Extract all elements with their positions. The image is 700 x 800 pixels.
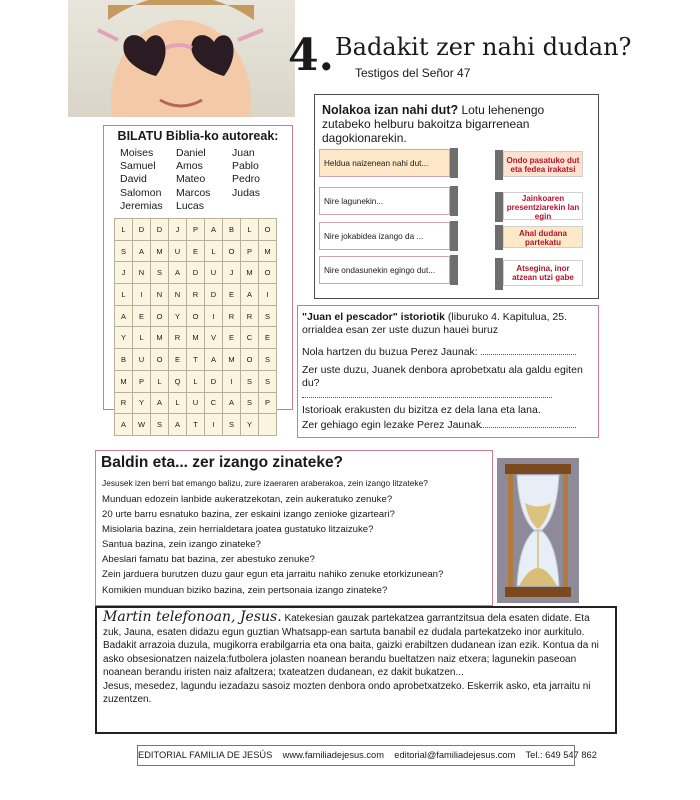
- grid-cell[interactable]: I: [205, 414, 223, 436]
- prayer-p2: Badakit arrazoia duzula, mugikorra erabilgarria eta ona baita, gaizki erabiltzen dudanean izan ezik. Kontua da ni asko obsesionatzen naizela:futbolera jolasten noanean berandu bueltatzen naiz etxera; lagunekin paseoan noanean berandu iristen naiz afaltzera; txateatzen dudanean, ez dakit bukatzen...: [103, 640, 599, 678]
- grid-cell[interactable]: T: [187, 349, 205, 371]
- grid-cell[interactable]: P: [133, 370, 151, 392]
- matching-instructions: [322, 103, 584, 145]
- authors-wordsearch-panel: [103, 125, 293, 430]
- grid-row: [115, 392, 277, 414]
- grid-cell[interactable]: S: [241, 370, 259, 392]
- author-name: Pedro: [232, 173, 261, 186]
- what-if-question: Misiolaria bazina, zein herrialdetara joatea gustatuko litzaizuke?: [102, 524, 374, 535]
- grid-cell[interactable]: D: [133, 219, 151, 241]
- grid-cell[interactable]: I: [205, 305, 223, 327]
- grid-cell[interactable]: T: [187, 414, 205, 436]
- matching-title: Nolakoa izan nahi dut?: [322, 103, 459, 117]
- grid-cell[interactable]: R: [241, 305, 259, 327]
- connector-bar: [495, 150, 503, 180]
- grid-cell[interactable]: D: [205, 370, 223, 392]
- grid-cell[interactable]: E: [169, 349, 187, 371]
- grid-cell[interactable]: R: [223, 305, 241, 327]
- author-name: Judas: [232, 186, 261, 199]
- grid-cell[interactable]: M: [259, 240, 277, 262]
- footer: [137, 745, 597, 766]
- prayer-p3: Jesus, mesedez, lagundu iezadazu sasoiz mozten denbora ondo aprobetxatzeko. Eskerrik asko, eta jarraitu ni zuzentzen.: [103, 680, 591, 705]
- grid-cell[interactable]: O: [241, 349, 259, 371]
- grid-cell[interactable]: O: [187, 305, 205, 327]
- grid-cell[interactable]: E: [223, 284, 241, 306]
- grid-cell[interactable]: A: [169, 262, 187, 284]
- grid-cell[interactable]: A: [223, 392, 241, 414]
- grid-cell[interactable]: A: [205, 219, 223, 241]
- what-if-question: Zein jarduera burutzen duzu gaur egun eta jarraitu nahiko zenuke etorkizunean?: [102, 569, 444, 580]
- grid-cell[interactable]: M: [187, 327, 205, 349]
- story-question: Istorioak erakusten du bizitza ez dela lana eta lana.: [302, 404, 541, 416]
- what-if-question: 20 urte barru esnatuko bazina, zer eskaini izango zenioke gizarteari?: [102, 509, 395, 520]
- footer-web-link[interactable]: www.familiadejesus.com: [282, 750, 384, 760]
- grid-cell[interactable]: M: [115, 370, 133, 392]
- grid-cell[interactable]: N: [133, 262, 151, 284]
- hourglass-image: [497, 458, 579, 603]
- grid-cell[interactable]: D: [187, 262, 205, 284]
- what-if-question: Komikien munduan biziko bazina, zein pertsonaia izango zinateke?: [102, 585, 388, 596]
- authors-col-2: [176, 147, 232, 213]
- grid-cell[interactable]: O: [151, 349, 169, 371]
- authors-col-3: [232, 147, 288, 213]
- grid-cell[interactable]: M: [151, 240, 169, 262]
- question-text: Zer gehiago egin lezake Perez Jaunak: [302, 419, 482, 431]
- grid-cell[interactable]: I: [259, 284, 277, 306]
- footer-publisher: EDITORIAL FAMILIA DE JESÚS: [138, 750, 273, 760]
- grid-cell[interactable]: R: [187, 284, 205, 306]
- grid-cell[interactable]: S: [115, 240, 133, 262]
- grid-cell[interactable]: A: [205, 349, 223, 371]
- grid-row: [115, 219, 277, 241]
- connector-bar: [450, 148, 458, 178]
- question-text: Nola hartzen du buzua Perez Jaunak:: [302, 346, 478, 358]
- grid-cell[interactable]: L: [151, 370, 169, 392]
- grid-row: [115, 327, 277, 349]
- author-name: Marcos: [176, 186, 211, 199]
- what-if-question: Santua bazina, zein izango zinateke?: [102, 539, 261, 550]
- grid-cell[interactable]: S: [241, 392, 259, 414]
- grid-cell[interactable]: A: [133, 240, 151, 262]
- grid-cell[interactable]: R: [169, 327, 187, 349]
- grid-cell[interactable]: I: [223, 370, 241, 392]
- grid-cell[interactable]: P: [259, 392, 277, 414]
- author-name: Daniel: [176, 147, 206, 159]
- grid-cell[interactable]: L: [133, 327, 151, 349]
- grid-cell[interactable]: Q: [169, 370, 187, 392]
- grid-cell[interactable]: L: [169, 392, 187, 414]
- connector-bar: [495, 225, 503, 250]
- grid-cell[interactable]: A: [169, 414, 187, 436]
- grid-cell[interactable]: E: [133, 305, 151, 327]
- grid-row: [115, 262, 277, 284]
- author-name: David: [120, 173, 147, 186]
- what-if-panel: [95, 450, 493, 606]
- connector-bar: [450, 255, 458, 285]
- grid-cell[interactable]: L: [241, 219, 259, 241]
- story-intro: [302, 311, 592, 336]
- story-question: [302, 419, 592, 432]
- grid-cell[interactable]: E: [187, 240, 205, 262]
- grid-cell[interactable]: I: [133, 284, 151, 306]
- author-name: Amos: [176, 160, 203, 173]
- grid-cell[interactable]: L: [187, 370, 205, 392]
- grid-cell[interactable]: P: [187, 219, 205, 241]
- grid-row: [115, 240, 277, 262]
- match-right-item[interactable]: Ondo pasatuko dut eta fedea irakatsi: [503, 151, 583, 177]
- grid-cell[interactable]: O: [151, 305, 169, 327]
- grid-cell[interactable]: O: [223, 240, 241, 262]
- grid-cell[interactable]: P: [241, 240, 259, 262]
- lesson-number: 4.: [288, 30, 334, 81]
- prayer-text: Katekesian gauzak partekatzea garrantzitsua dela esaten didate. Eta zuk, Jauna, esaten didazu egun guztian Whatsapp-ean sartuta banabil ez dudala partekatzeko inor aurkitulo.: [103, 613, 590, 638]
- grid-cell[interactable]: J: [115, 262, 133, 284]
- story-reference: (liburuko 4. Kapitulua, 25. orrialdea esan zer uste duzun hauei buruz: [302, 311, 567, 336]
- answer-line[interactable]: [481, 427, 576, 428]
- grid-cell[interactable]: [259, 414, 277, 436]
- story-questions-panel: [297, 305, 599, 438]
- match-right-item[interactable]: Atsegina, inor atzean utzi gabe: [503, 260, 583, 286]
- match-left-item[interactable]: Heldua naizenean nahi dut...: [319, 149, 450, 177]
- matching-intro: Lotu lehenengo zutabeko helburu bakoitza bigarrenean dagokionarekin.: [322, 103, 545, 145]
- author-name: Juan: [232, 147, 255, 159]
- what-if-question: Abeslari famatu bat bazina, zer abestuko zenuke?: [102, 554, 315, 565]
- authors-title: BILATU Biblia-ko autoreak:: [117, 129, 279, 143]
- story-title: "Juan el pescador" istoriotik: [302, 311, 445, 323]
- grid-cell[interactable]: O: [259, 219, 277, 241]
- grid-row: [115, 414, 277, 436]
- grid-cell[interactable]: U: [187, 392, 205, 414]
- prayer-panel: [95, 606, 617, 734]
- grid-cell[interactable]: A: [115, 414, 133, 436]
- grid-cell[interactable]: N: [169, 284, 187, 306]
- connector-bar: [450, 221, 458, 251]
- grid-cell[interactable]: Y: [133, 392, 151, 414]
- grid-cell[interactable]: A: [115, 305, 133, 327]
- what-if-question: Munduan edozein lanbide aukeratzekotan, zein aukeratuko zenuke?: [102, 494, 393, 505]
- author-name: Mateo: [176, 173, 206, 186]
- author-name: Lucas: [176, 199, 205, 212]
- grid-cell[interactable]: U: [169, 240, 187, 262]
- grid-cell[interactable]: D: [151, 219, 169, 241]
- grid-cell[interactable]: S: [151, 414, 169, 436]
- wordsearch-grid: [114, 218, 277, 436]
- grid-row: [115, 284, 277, 306]
- grid-cell[interactable]: E: [223, 327, 241, 349]
- match-left-item[interactable]: Nire ondasunekin egingo dut...: [319, 256, 450, 284]
- connector-bar: [495, 258, 503, 290]
- footer-phone: Tel.: 649 547 862: [525, 750, 597, 760]
- match-left-item[interactable]: Nire lagunekin...: [319, 187, 450, 215]
- author-name: Pablo: [232, 160, 259, 173]
- grid-cell[interactable]: S: [151, 262, 169, 284]
- grid-cell[interactable]: O: [259, 262, 277, 284]
- grid-cell[interactable]: S: [223, 414, 241, 436]
- prayer-lead: Martin telefonoan, Jesus.: [103, 609, 282, 625]
- author-name: Salomon: [120, 186, 162, 199]
- grid-cell[interactable]: S: [259, 349, 277, 371]
- grid-cell[interactable]: B: [115, 349, 133, 371]
- grid-cell[interactable]: E: [259, 327, 277, 349]
- grid-cell[interactable]: L: [115, 219, 133, 241]
- grid-cell[interactable]: D: [205, 284, 223, 306]
- authors-col-1: [120, 147, 176, 213]
- grid-row: [115, 370, 277, 392]
- question-text: Zer uste duzu, Juanek denbora aprobetxatu ala galdu egiten du?: [302, 364, 583, 389]
- grid-cell[interactable]: Y: [241, 414, 259, 436]
- grid-cell[interactable]: N: [151, 284, 169, 306]
- grid-cell[interactable]: A: [151, 392, 169, 414]
- match-right-item[interactable]: Ahal dudana partekatu: [503, 226, 583, 248]
- author-name: Moises: [120, 147, 154, 159]
- what-if-question: Jesusek izen berri bat emango balizu, zure izaeraren araberakoa, zein izango litzateke?: [102, 478, 428, 488]
- author-name: Jeremias: [120, 199, 163, 212]
- grid-cell[interactable]: Y: [169, 305, 187, 327]
- grid-row: [115, 305, 277, 327]
- grid-cell[interactable]: B: [223, 219, 241, 241]
- authors-list: [120, 147, 292, 213]
- grid-cell[interactable]: A: [241, 284, 259, 306]
- grid-cell[interactable]: L: [205, 240, 223, 262]
- grid-cell[interactable]: S: [259, 370, 277, 392]
- grid-cell[interactable]: J: [169, 219, 187, 241]
- grid-row: [115, 349, 277, 371]
- grid-cell[interactable]: Y: [115, 327, 133, 349]
- grid-cell[interactable]: W: [133, 414, 151, 436]
- grid-cell[interactable]: V: [205, 327, 223, 349]
- author-name: Samuel: [120, 160, 156, 173]
- grid-cell[interactable]: R: [115, 392, 133, 414]
- connector-bar: [450, 186, 458, 216]
- story-question: [302, 346, 592, 359]
- prayer-p1: [103, 611, 609, 639]
- story-answer-line[interactable]: [302, 389, 592, 402]
- grid-cell[interactable]: M: [151, 327, 169, 349]
- match-left-item[interactable]: Nire jokabidea izango da ...: [319, 222, 450, 250]
- grid-cell[interactable]: U: [205, 262, 223, 284]
- page-title: Badakit zer nahi dudan?: [335, 33, 632, 61]
- match-right-item[interactable]: Jainkoaren presentziarekin lan egin: [503, 192, 583, 220]
- what-if-title: Baldin eta... zer izango zinateke?: [101, 454, 344, 471]
- grid-cell[interactable]: S: [259, 305, 277, 327]
- grid-cell[interactable]: U: [133, 349, 151, 371]
- page-subtitle: Testigos del Señor 47: [355, 66, 471, 80]
- connector-bar: [495, 192, 503, 222]
- grid-cell[interactable]: C: [241, 327, 259, 349]
- answer-line[interactable]: [481, 354, 576, 355]
- grid-cell[interactable]: L: [115, 284, 133, 306]
- footer-email-link[interactable]: editorial@familiadejesus.com: [394, 750, 516, 760]
- grid-cell[interactable]: C: [205, 392, 223, 414]
- story-question: [302, 364, 592, 389]
- grid-cell[interactable]: M: [241, 262, 259, 284]
- child-photo: [68, 0, 295, 117]
- grid-cell[interactable]: M: [223, 349, 241, 371]
- grid-cell[interactable]: J: [223, 262, 241, 284]
